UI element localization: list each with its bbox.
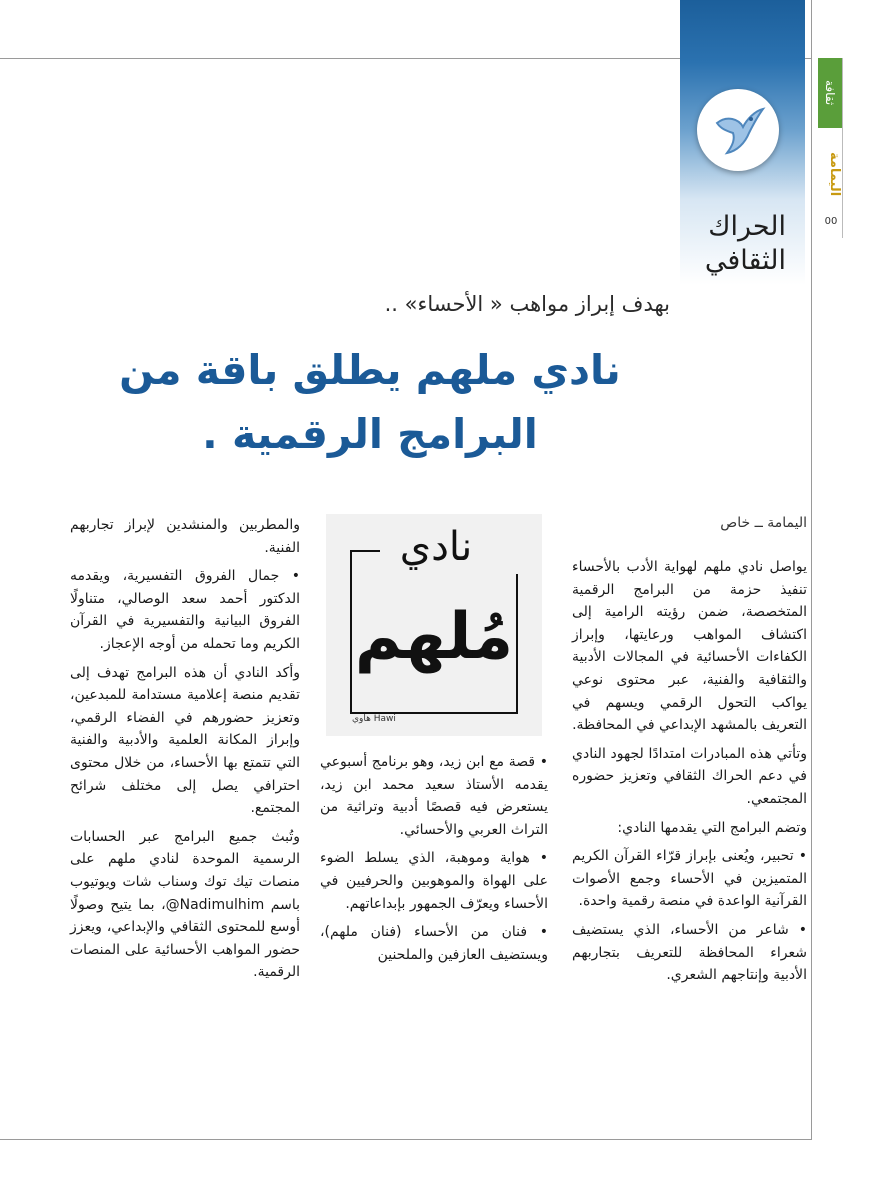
paragraph: يواصل نادي ملهم لهواية الأدب بالأحساء تنفيذ حزمة من البرامج الرقمية المتخصصة، ضمن رؤيته الرامية إلى اكتشاف المواهب ورعايتها، وإبراز الكفاءات الأحسائية في المجالات الأدبية والثقافية والفنية، عبر محتوى نوعي يواكب التحول الرقمي ويسهم في التعريف بالمشهد الإبداعي في المحافظة. [572,559,807,734]
logo-word-mulhim: مُلهم [354,600,514,674]
club-logo-image [326,514,542,736]
list-item: • شاعر من الأحساء، الذي يستضيف شعراء المحافظة للتعريف بتجاربهم الأدبية وإنتاجهم الشعري. [572,921,807,984]
paragraph: وأكد النادي أن هذه البرامج تهدف إلى تقديم منصة إعلامية مستدامة للمبدعين، وتعزيز حضورهم في الفضاء الرقمي، وإبراز المكانة العلمية والأدبية والفنية التي تتمتع بها الأحساء، من خلال محتوى احترافي يصل إلى مختلف شرائح المجتمع. [70,664,300,817]
list-item: • قصة مع ابن زيد، وهو برنامج أسبوعي يقدمه الأستاذ سعيد محمد ابن زيد، يستعرض فيه قصصًا أدبية وتراثية من التراث العربي والأحسائي. [320,754,548,838]
bird-emblem-icon [709,101,767,159]
paragraph: وتأتي هذه المبادرات امتدادًا لجهود النادي في دعم الحراك الثقافي وتعزيز حضوره المجتمعي. [572,745,807,807]
signature-en: Hawi [373,714,396,724]
section-tab: ثقافة [818,58,842,128]
section-emblem [697,89,779,171]
article-headline: نادي ملهم يطلق باقة من البرامج الرقمية . [119,346,621,458]
page-frame-bottom [0,1139,812,1140]
paragraph: وتضم البرامج التي يقدمها النادي: [617,819,807,836]
page-number: 00 [824,216,838,227]
side-divider [842,58,843,238]
list-item: • تحبير، ويُعنى بإبراز قرّاء القرآن الكريم المتميزين في الأحساء وجمع الأصوات القرآنية الواعدة في منصة رقمية واحدة. [572,848,807,910]
page-frame-right [811,0,812,1140]
paragraph: والمطربين والمنشدين لإبراز تجاربهم الفنية. [70,517,300,556]
list-item: • فنان من الأحساء (فنان ملهم)، ويستضيف العازفين والملحنين [320,924,548,963]
paragraph: وتُبث جميع البرامج عبر الحسابات الرسمية الموحدة لنادي ملهم على منصات تيك توك وسناب شات ويوتيوب باسم ‎@Nadimulhim‎، بما يتيح وصولًا أوسع للمحتوى الثقافي والإبداعي، ويعزز حضور المواهب الأحسائية على المنصات الرقمية. [70,828,300,981]
logo-word-nadi: نادي [399,524,473,570]
section-title: الحراك الثقافي [704,211,786,276]
article-kicker: بهدف إبراز مواهب « الأحساء» .. [384,292,670,316]
magazine-brand: اليمامة [827,151,842,197]
list-item: • هواية وموهبة، الذي يسلط الضوء على الهواة والموهوبين والحرفيين في الأحساء ويعرّف الجمهور بإبداعاتهم. [320,850,548,912]
signature-ar: هاوي [352,714,371,724]
article-column-right [572,556,807,993]
logo-signature [352,714,412,724]
article-column-left [70,514,300,990]
list-item: • جمال الفروق التفسيرية، ويقدمه الدكتور أحمد سعد الوصالي، متناولًا الفروق البيانية والتفسيرية في القرآن الكريم وما تحمله من أوجه الإعجاز. [70,568,300,652]
article-column-middle [320,751,548,972]
article-byline: اليمامة ــ خاص [720,515,807,531]
